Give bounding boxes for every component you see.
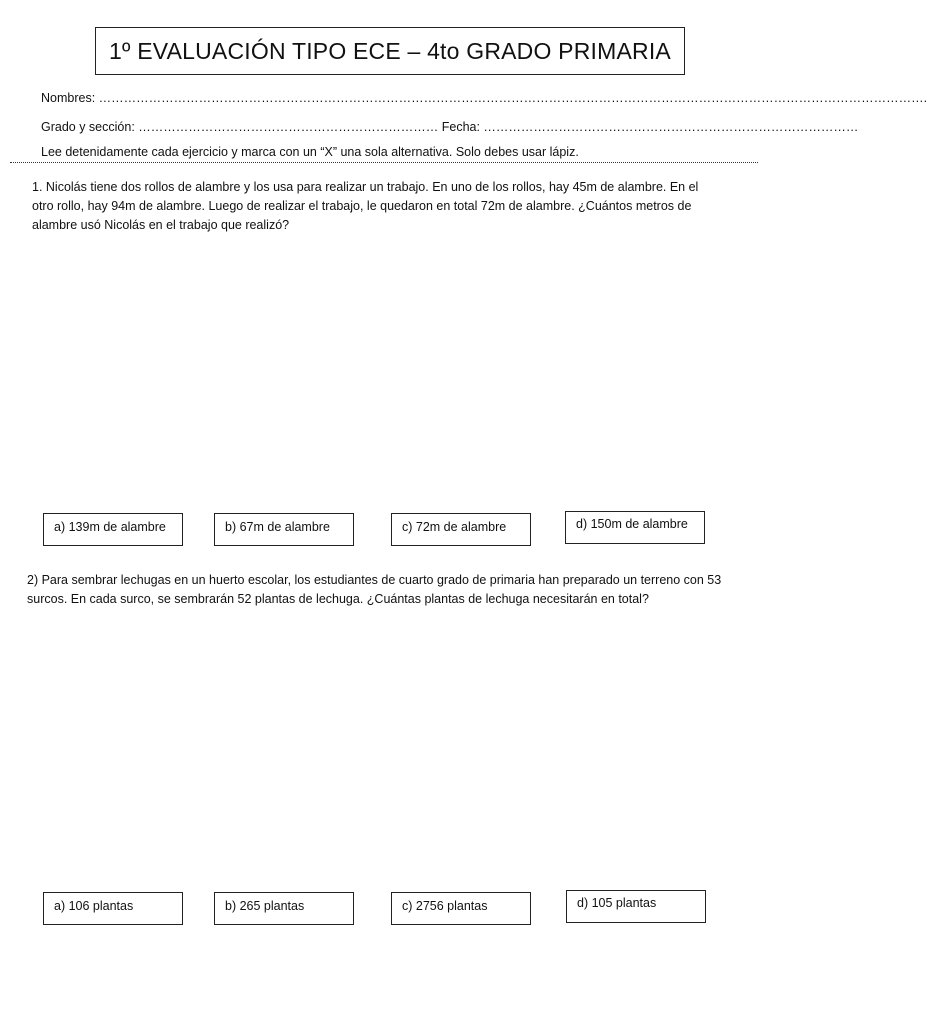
grado-seccion-fecha-field[interactable]: Grado y sección: ……………………………………………………………… Fecha: ………………………………………………………………………………: [41, 120, 859, 134]
page-title: 1º EVALUACIÓN TIPO ECE – 4to GRADO PRIMARIA: [95, 27, 685, 75]
question-2-option-d[interactable]: d) 105 plantas: [566, 890, 706, 923]
question-1-option-b[interactable]: b) 67m de alambre: [214, 513, 354, 546]
question-1-option-d[interactable]: d) 150m de alambre: [565, 511, 705, 544]
question-2-option-c[interactable]: c) 2756 plantas: [391, 892, 531, 925]
nombres-field[interactable]: Nombres: ……………………………………………………………………………………………………………………………………………………………………………….: [41, 91, 927, 105]
question-1-option-a[interactable]: a) 139m de alambre: [43, 513, 183, 546]
instructions-text: Lee detenidamente cada ejercicio y marca con un “X” una sola alternativa. Solo debes usar lápiz.: [41, 145, 579, 159]
section-divider: [10, 162, 758, 163]
question-2-option-b[interactable]: b) 265 plantas: [214, 892, 354, 925]
question-2-text: 2) Para sembrar lechugas en un huerto escolar, los estudiantes de cuarto grado de primaria han preparado un terreno con 53 surcos. En cada surco, se sembrarán 52 plantas de lechuga. ¿Cuántas plantas de lechuga necesitarán en total?: [27, 573, 722, 606]
question-1-option-c[interactable]: c) 72m de alambre: [391, 513, 531, 546]
question-2-option-a[interactable]: a) 106 plantas: [43, 892, 183, 925]
question-1-text: 1. Nicolás tiene dos rollos de alambre y los usa para realizar un trabajo. En uno de los rollos, hay 45m de alambre. En el otro rollo, hay 94m de alambre. Luego de realizar el trabajo, le quedaron en total 72m de alambre. ¿Cuántos metros de alambre usó Nicolás en el trabajo que realizó?: [32, 180, 699, 232]
